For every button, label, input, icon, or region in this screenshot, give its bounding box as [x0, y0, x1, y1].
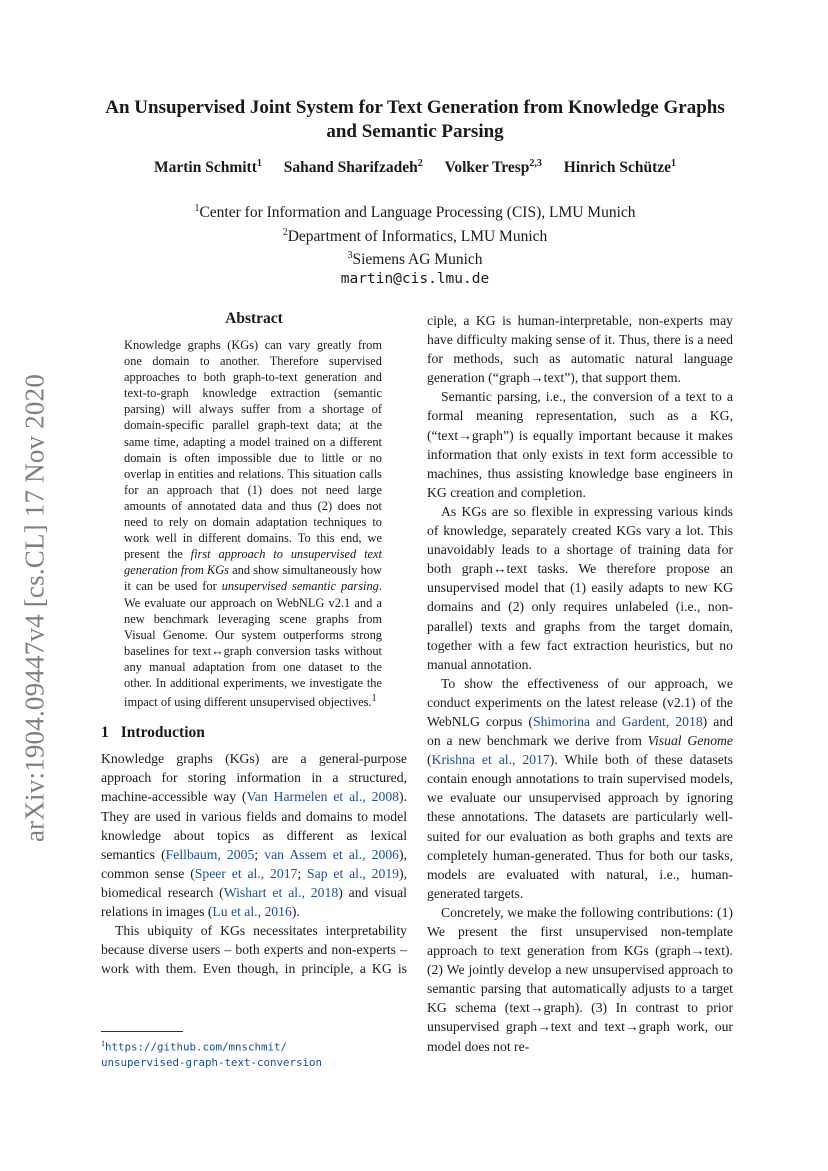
footnote-url-continued[interactable]: unsupervised-graph-text-conversion [101, 1055, 323, 1069]
citation-link[interactable]: Sap et al., 2019 [307, 865, 400, 881]
left-column [101, 310, 407, 979]
affiliation: $^2$Department of Informatics, LMU Munich [282, 226, 548, 245]
arxiv-identifier [20, 358, 50, 858]
footnote-marker[interactable]: 1 [371, 693, 377, 705]
citation-link[interactable]: Speer et al., 2017 [194, 865, 298, 881]
intro-paragraph-6: Concretely, we make the following contributions: (1) We present the first unsupervised non-template approach to text generation from KGs (graph→text). (2) We jointly develop a new unsupervised approach to semantic parsing that automatically adjusts to a target KG schema (text→graph). (3) In contrast to prior unsupervised graph→text and text→graph work, our model does not re- [427, 904, 733, 1054]
citation-link[interactable]: Lu et al., 2016 [212, 904, 292, 920]
author: Volker Tresp$^{2,3}$ [444, 158, 542, 177]
footnote-url[interactable]: https://github.com/mnschmit/ [105, 1040, 288, 1054]
citation-link[interactable]: Van Harmelen et al., 2008 [246, 789, 400, 805]
footnote [101, 1036, 407, 1070]
section-heading-introduction: 1 Introduction [101, 724, 205, 742]
affiliations [100, 199, 730, 289]
intro-paragraph-2-continued: ciple, a KG is human-interpretable, non-experts may have difficulty making sense of it. Thus, there is a need for methods, such as automatic natural language generation (“graph→text”), that support them. [427, 313, 733, 386]
intro-paragraph-5: To show the effectiveness of our approach, we conduct experiments on the latest release (v2.1) of the WebNLG corpus (Shimorina and Gardent, 2018) and on a new benchmark we derive from Visual Genome (Krishna et al., 2017). While both of these datasets contain enough annotations to train supervised models, we evaluate our unsupervised approach by ignoring these annotations. The datasets are particularly well-suited for our evaluation as both graphs and texts are completely human-generated. Thus for both our tasks, models are evaluated with natural, i.e., human-generated targets. [427, 675, 734, 901]
intro-paragraph-1: Knowledge graphs (KGs) are a general-purpose approach for storing information in a structured, machine-accessible way (Van Harmelen et al., 2008). They are used in various fields and domains to model knowledge about topics as different as lexical semantics (Fellbaum, 2005; van Assem et al., 2006), common sense (Speer et al., 2017; Sap et al., 2019), biomedical research (Wishart et al., 2018) and visual relations in images (Lu et al., 2016). [101, 751, 408, 920]
citation-link[interactable]: Wishart et al., 2018 [223, 884, 339, 900]
abstract-heading: Abstract [225, 310, 283, 327]
citation-link[interactable]: Krishna et al., 2017 [431, 752, 550, 768]
citation-link[interactable]: van Assem et al., 2006 [264, 846, 400, 862]
affiliation: $^3$Siemens AG Munich [347, 250, 483, 269]
footnote-divider [101, 1031, 183, 1032]
intro-paragraph-3: Semantic parsing, i.e., the conversion of a text to a formal meaning representation, such as a KG, (“text→graph”) is equally important because it makes information that only exists in text form accessible to machines, thus assisting knowledge base engineers in KG creation and completion. [427, 389, 733, 500]
paper-title: An Unsupervised Joint System for Text Generation from Knowledge Graphs and Semantic Parsing [105, 97, 725, 142]
affiliation: $^1$Center for Information and Language Processing (CIS), LMU Munich [194, 203, 636, 222]
author: Hinrich Schütze$^1$ [563, 158, 677, 177]
email-address[interactable]: martin@cis.lmu.de [340, 270, 490, 287]
author: Martin Schmitt$^1$ [153, 158, 262, 177]
arxiv-id-text: arXiv:1904.09447v4 [cs.CL] 17 Nov 2020 [19, 373, 50, 843]
footnote-line: $^1$https://github.com/mnschmit/ [101, 1039, 288, 1054]
right-column [427, 312, 733, 1056]
citation-link[interactable]: Fellbaum, 2005 [165, 846, 255, 862]
intro-paragraph-2: This ubiquity of KGs necessitates interpretability because diverse users – both experts and non-experts – work with them. Even though, in principle, a KG is [101, 923, 407, 977]
citation-link[interactable]: Shimorina and Gardent, 2018 [532, 713, 703, 729]
author: Sahand Sharifzadeh$^2$ [283, 158, 423, 177]
abstract-text: Knowledge graphs (KGs) can vary greatly from one domain to another. Therefore supervised approaches to both graph-to-text generation and text-to-graph knowledge extraction (semantic parsing) will always suffer from a shortage of domain-specific parallel graph-text data; at the same time, adapting a model trained on a different domain is often impossible due to little or no overlap in entities and relations. This situation calls for an approach that (1) does not need large amounts of annotated data and thus (2) does not need to rely on domain adaptation techniques to work well in different domains. To this end, we present the first approach to unsupervised text generation from KGs and show simultaneously how it can be used for unsupervised semantic parsing. We evaluate our approach on WebNLG v2.1 and a new benchmark leveraging scene graphs from Visual Genome. Our system outperforms strong baselines for text↔graph conversion tasks without any manual adaptation from one dataset to the other. In additional experiments, we investigate the impact of using different unsupervised objectives.$^1$ [124, 338, 382, 710]
author-list [100, 158, 730, 177]
intro-paragraph-4: As KGs are so flexible in expressing various kinds of knowledge, separately created KGs vary a lot. This unavoidably leads to a shortage of training data for both graph↔text tasks. We therefore propose an unsupervised model that (1) easily adapts to new KG domains and (2) only requires unlabeled (i.e., non-parallel) texts and graphs from the target domain, together with a few fact extraction heuristics, but no manual annotation. [427, 503, 733, 672]
